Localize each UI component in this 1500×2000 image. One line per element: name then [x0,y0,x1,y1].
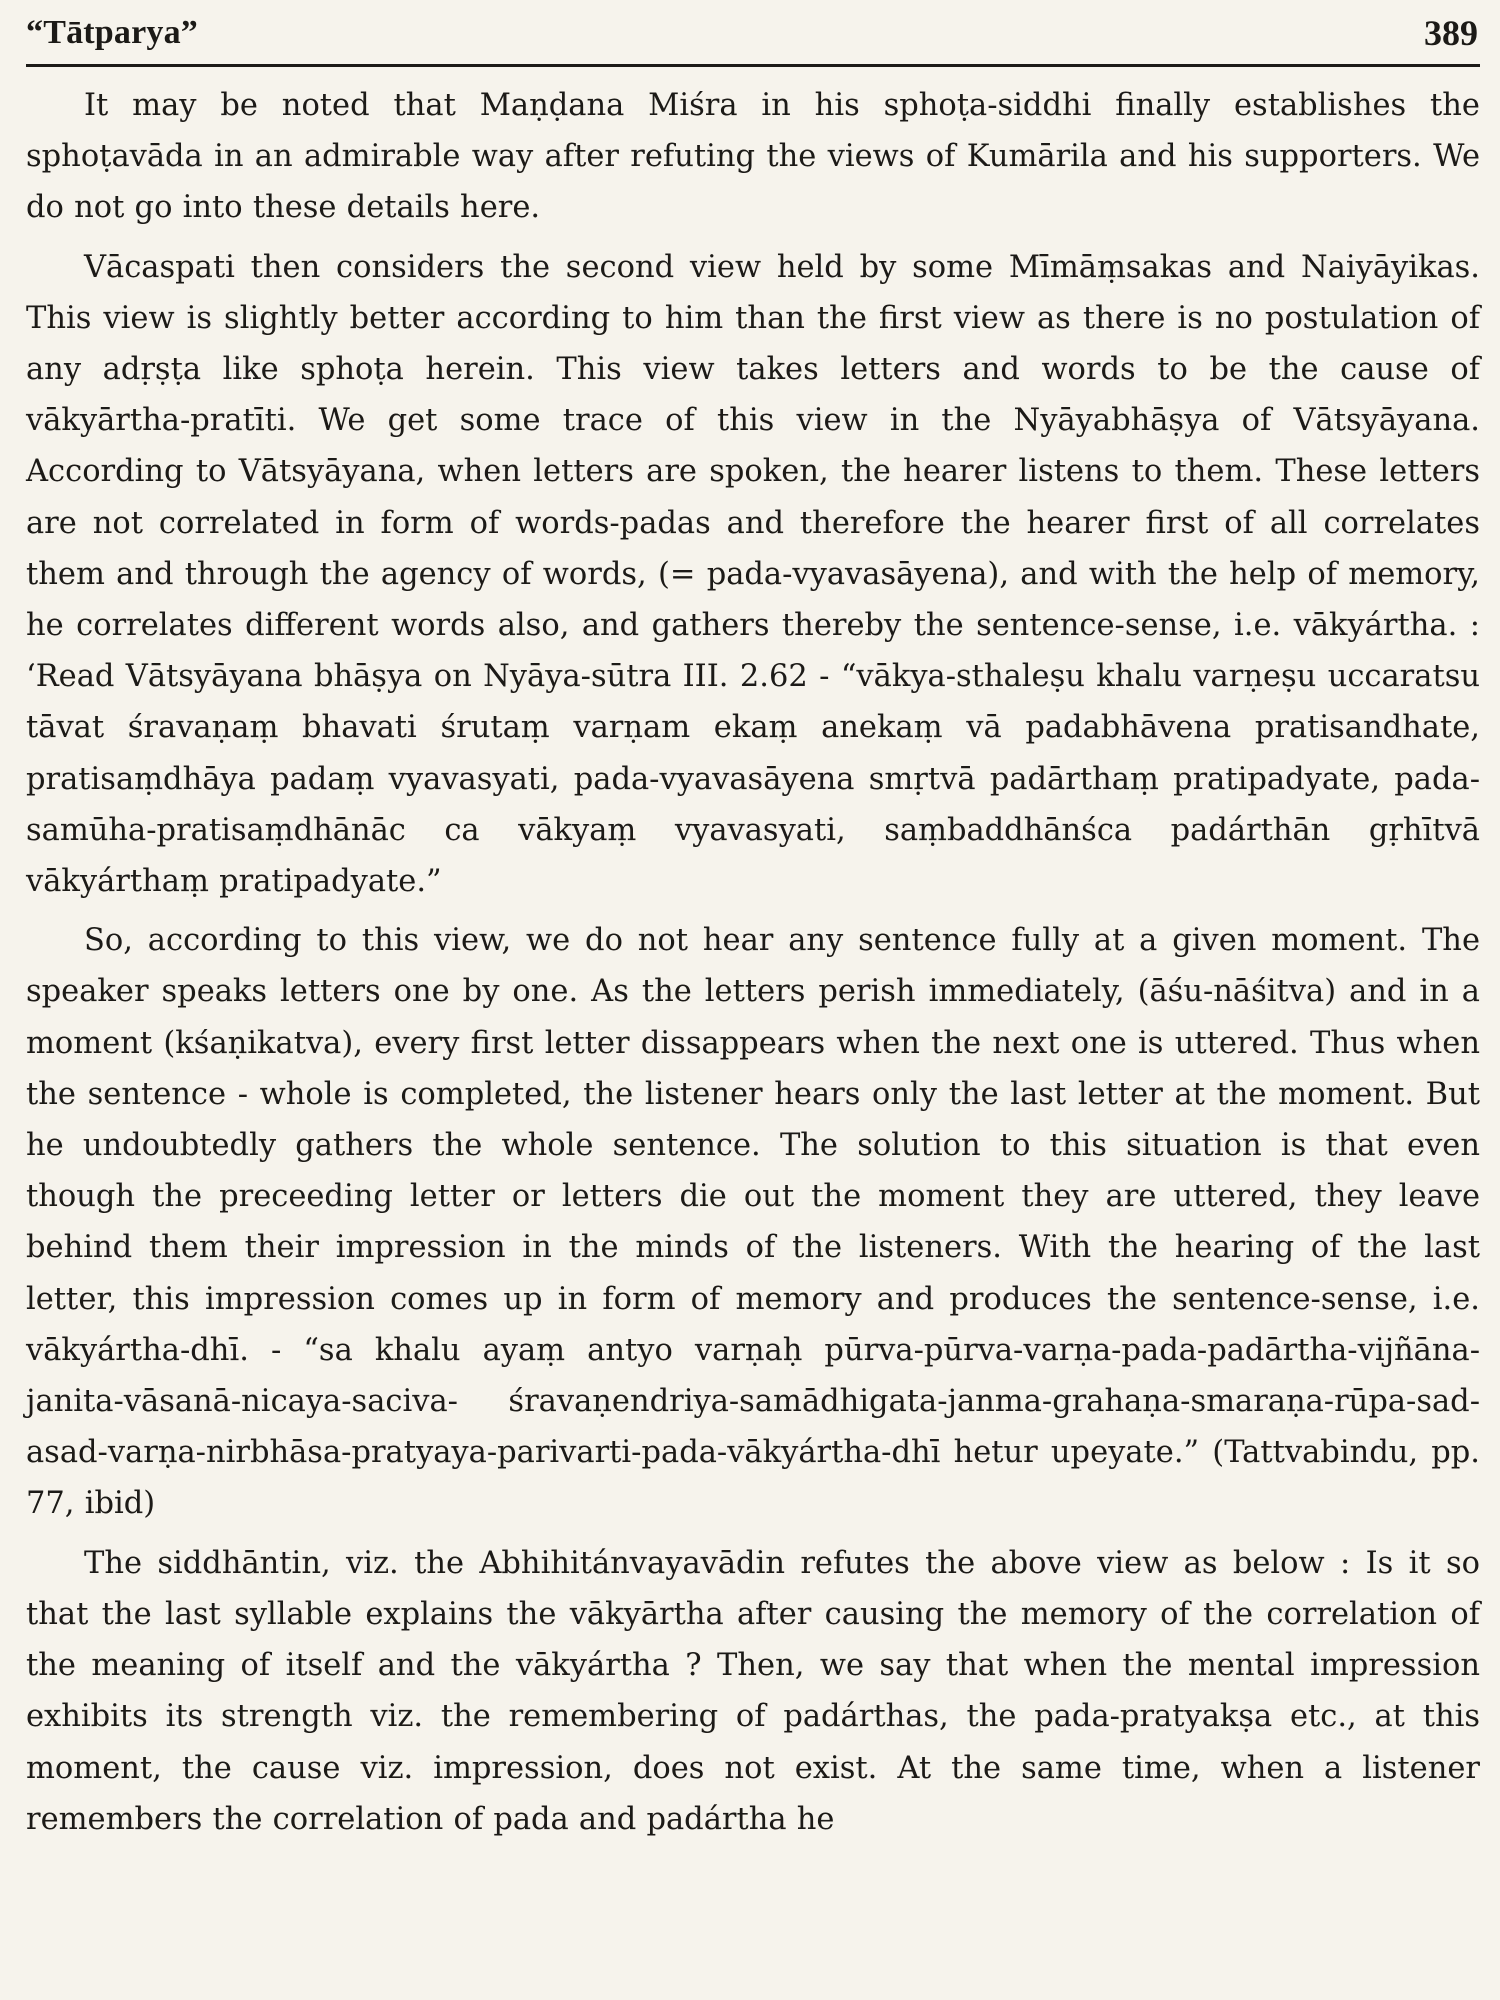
body-text [26,80,1480,1853]
paragraph-3: So, according to this view, we do not hear any sentence fully at a given moment. The speaker speaks letters one by one. As the letters perish immediately, (āśu-nāśitva) and in a moment (kśaṇikatva), every first letter dissappears when the next one is uttered. Thus when the sentence - whole is completed, the listener hears only the last letter at the moment. But he undoubtedly gathers the whole sentence. The solution to this situation is that even though the preceeding letter or letters die out the moment they are uttered, they leave behind them their impression in the minds of the listeners. With the hearing of the last letter, this impression comes up in form of memory and produces the sentence-sense, i.e. vākyártha-dhī. - “sa khalu ayaṃ antyo varṇaḥ pūrva-pūrva-varṇa-pada-padārtha-vijñāna-janita-vāsanā-nicaya-saciva- śravaṇendriya-samādhigata-janma-grahaṇa-smaraṇa-rūpa-sad-asad-varṇa-nirbhāsa-pratyaya-parivarti-pada-vākyártha-dhī hetur upeyate.” (Tattvabindu, pp. 77, ibid) [26,923,1480,1522]
running-header [26,8,1480,67]
paragraph-1: It may be noted that Maṇḍana Miśra in his sphoṭa-siddhi finally establishes the sphoṭavāda in an admirable way after refuting the views of Kumārila and his supporters. We do not go into these details here. [26,88,1480,226]
book-page [26,0,1480,2000]
chapter-title: “Tātparya” [26,14,198,51]
paragraph-4: The siddhāntin, viz. the Abhihitánvayavādin refutes the above view as below : Is it so that the last syllable explains the vākyārtha after causing the memory of the correlation of the meaning of itself and the vākyártha ? Then, we say that when the mental impression exhibits its strength viz. the remembering of padárthas, the pada-pratyakṣa etc., at this moment, the cause viz. impression, does not exist. At the same time, when a listener remembers the correlation of pada and padártha he [26,1545,1480,1837]
page-number: 389 [1424,13,1478,53]
paragraph-2: Vācaspati then considers the second view held by some Mīmāṃsakas and Naiyāyikas. This view is slightly better according to him than the first view as there is no postulation of any adṛṣṭa like sphoṭa herein. This view takes letters and words to be the cause of vākyārtha-pratīti. We get some trace of this view in the Nyāyabhāṣya of Vātsyāyana. According to Vātsyāyana, when letters are spoken, the hearer listens to them. These letters are not correlated in form of words-padas and therefore the hearer first of all correlates them and through the agency of words, (= pada-vyavasāyena), and with the help of memory, he correlates different words also, and gathers thereby the sentence-sense, i.e. vākyártha. : ‘Read Vātsyāyana bhāṣya on Nyāya-sūtra III. 2.62 - “vākya-sthaleṣu khalu varṇeṣu uccaratsu tāvat śravaṇaṃ bhavati śrutaṃ varṇam ekaṃ anekaṃ vā padabhāvena pratisandhate, pratisaṃdhāya padaṃ vyavasyati, pada-vyavasāyena smṛtvā padārthaṃ pratipadyate, pada-samūha-pratisaṃdhānāc ca vākyaṃ vyavasyati, saṃbaddhānśca padárthān gṛhītvā vākyárthaṃ pratipadyate.” [26,249,1480,900]
